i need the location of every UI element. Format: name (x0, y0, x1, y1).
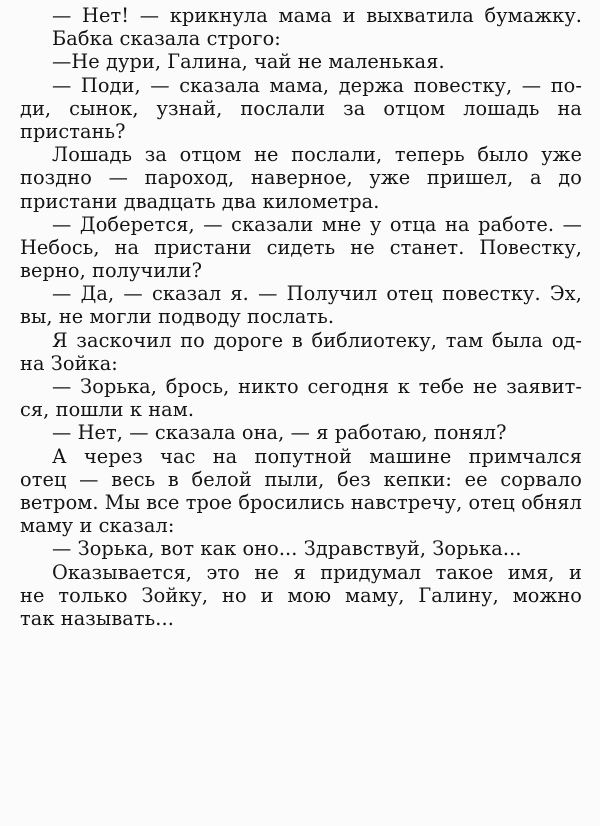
text-line: — Да, — сказал я. — Получил отец повестку. Эх, (52, 282, 582, 306)
text-line: вы, не могли подводу послать. (20, 305, 335, 329)
text-line: — Доберется, — сказали мне у отца на работе. — (52, 212, 582, 236)
text-line: — Зорька, вот как оно... Здравствуй, Зорька... (52, 537, 522, 561)
text-line: —Не дури, Галина, чай не маленькая. (52, 50, 445, 74)
text-line: верно, получили? (20, 259, 203, 283)
text-line: пристани двадцать два километра. (20, 189, 380, 213)
text-line: маму и сказал: (20, 514, 175, 538)
text-line: так называть... (20, 606, 174, 630)
text-line: ди, сынок, узнай, послали за отцом лошадь на (20, 96, 582, 120)
page-text (20, 4, 582, 630)
text-line: А через час на попутной машине примчался (52, 444, 582, 468)
text-line: Лошадь за отцом не послали, теперь было уже (52, 143, 582, 167)
text-line: — Поди, — сказала мама, держа повестку, — по- (52, 73, 582, 97)
text-line: Бабка сказала строго: (52, 27, 281, 51)
text-line: — Зорька, брось, никто сегодня к тебе не заявит- (52, 375, 582, 398)
text-line: ветром. Мы все трое бросились навстречу, отец обнял (20, 490, 583, 514)
text-line: ся, пошли к нам. (20, 398, 195, 422)
text-line: отец — весь в белой пыли, без кепки: ее сорвало (20, 467, 582, 491)
text-line: Небось, на пристани сидеть не станет. Повестку, (20, 235, 582, 259)
text-line: — Нет, — сказала она, — я работаю, понял? (52, 421, 507, 445)
text-line: поздно — пароход, наверное, уже пришел, а до (20, 166, 582, 190)
text-line: Оказывается, это не я придумал такое имя, и (52, 560, 582, 584)
text-line: Я заскочил по дороге в библиотеку, там была од- (52, 328, 582, 352)
text-line: не только Зойку, но и мою маму, Галину, можно (20, 583, 582, 607)
text-line: пристань? (20, 119, 126, 143)
text-line: на Зойка: (20, 351, 118, 375)
text-line: — Нет! — крикнула мама и выхватила бумажку. (52, 4, 582, 27)
